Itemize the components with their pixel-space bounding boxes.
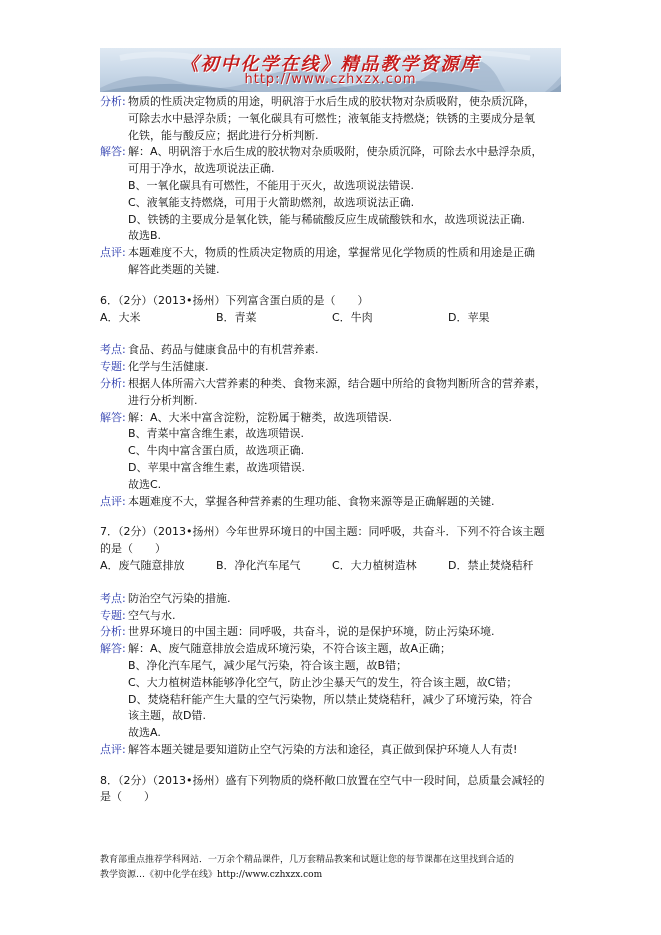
text-line: 化铁，能与酸反应；据此进行分析判断.	[128, 128, 319, 142]
text-line: 可除去水中悬浮杂质；一氧化碳具有可燃性；液氧能支持燃烧；铁锈的主要成分是氧	[128, 111, 535, 125]
q6-comment	[100, 494, 570, 511]
text-line: D、焚烧秸秆能产生大量的空气污染物，所以禁止焚烧秸秆，减少了环境污染，符合	[128, 692, 533, 706]
option-a: A．废气随意排放	[100, 558, 185, 572]
banner-url[interactable]: http://www.czhxzx.com	[244, 72, 417, 87]
text-line: B、一氧化碳具有可燃性，不能用于灭火，故选项说法错误.	[128, 178, 415, 192]
text-line: 该主题，故D错.	[128, 709, 206, 723]
footer-line: 教育部重点推荐学科网站．一万余个精品课件，几万套精品教案和试题让您的每节课都在这里找到合适的	[100, 855, 515, 865]
q7-comment	[100, 742, 570, 759]
text-line: 故选B.	[128, 229, 162, 243]
question-stem: 是（ ）	[100, 790, 155, 804]
point-label: 考点:	[100, 343, 126, 357]
option-a: A．大米	[100, 310, 141, 324]
analysis-label: 分析:	[100, 95, 126, 108]
text-line: 根据人体所需六大营养素的种类、食物来源，结合题中所给的食物判断所含的营养素，	[128, 376, 546, 390]
q7-topic	[100, 608, 570, 625]
text-line: 解：A、大米中富含淀粉，淀粉属于糖类，故选项错误.	[128, 410, 393, 424]
text-line: 食品、药品与健康食品中的有机营养素.	[128, 343, 319, 357]
q8-stem	[100, 773, 570, 807]
page-footer	[100, 853, 570, 883]
text-line: 化学与生活健康.	[128, 360, 209, 374]
point-label: 考点:	[100, 591, 126, 605]
text-line: 故选A.	[128, 726, 161, 740]
question-stem: 7．（2分）（2013•扬州）今年世界环境日的中国主题：同呼吸，共奋斗．下列不符合该主题	[100, 525, 545, 539]
option-c: C．牛肉	[332, 310, 373, 324]
header-banner	[100, 48, 561, 92]
q6-point	[100, 342, 570, 359]
q7-answer	[100, 641, 570, 742]
analysis-label: 分析:	[100, 625, 126, 639]
q6-options	[100, 310, 570, 327]
q5-answer	[100, 144, 570, 245]
q7-stem	[100, 524, 570, 558]
text-line: 世界环境日的中国主题：同呼吸，共奋斗，说的是保护环境，防止污染环境.	[128, 625, 495, 639]
text-line: C、牛肉中富含蛋白质，故选项正确.	[128, 444, 305, 458]
text-line: B、青菜中富含维生素，故选项错误.	[128, 427, 305, 441]
option-d: D．禁止焚烧秸秆	[448, 558, 534, 572]
q7-options	[100, 558, 570, 575]
text-line: 解：A、废气随意排放会造成环境污染，不符合该主题，故A正确；	[128, 642, 452, 656]
text-line: 进行分析判断.	[128, 393, 198, 407]
topic-label: 专题:	[100, 608, 126, 622]
text-line: D、铁锈的主要成分是氧化铁，能与稀硫酸反应生成硫酸铁和水，故选项说法正确.	[128, 212, 525, 226]
analysis-label: 分析:	[100, 376, 126, 390]
q7-point	[100, 591, 570, 608]
q6-analysis	[100, 376, 570, 410]
text-line: C、大力植树造林能够净化空气，防止沙尘暴天气的发生，符合该主题，故C错；	[128, 675, 518, 689]
option-b: B．净化汽车尾气	[216, 558, 301, 572]
text-line: 解答此类题的关键.	[128, 262, 220, 276]
text-line: 故选C.	[128, 477, 162, 491]
q6-answer	[100, 410, 570, 494]
document-body	[100, 94, 570, 806]
text-line: 本题难度不大，掌握各种营养素的生理功能、食物来源等是正确解题的关键.	[128, 494, 495, 508]
text-line: B、净化汽车尾气，减少尾气污染，符合该主题，故B错；	[128, 658, 408, 672]
q5-comment	[100, 245, 570, 279]
text-line: 可用于净水，故选项说法正确.	[128, 162, 275, 176]
option-b: B．青菜	[216, 310, 257, 324]
text-line: 解答本题关键是要知道防止空气污染的方法和途径，真正做到保护环境人人有责!	[128, 742, 518, 756]
q6-topic	[100, 359, 570, 376]
topic-label: 专题:	[100, 360, 126, 374]
text-line: 空气与水.	[128, 608, 176, 622]
option-c: C．大力植树造林	[332, 558, 417, 572]
option-d: D．苹果	[448, 310, 490, 324]
footer-line: 教学资源…《初中化学在线》http://www.czhxzx.com	[100, 870, 323, 880]
banner-title: 《初中化学在线》精品教学资源库	[180, 54, 481, 75]
question-stem: 的是（ ）	[100, 542, 166, 556]
q6-stem	[100, 293, 570, 310]
text-line: 解：A、明矾溶于水后生成的胶状物对杂质吸附，使杂质沉降，可除去水中悬浮杂质，	[128, 145, 543, 159]
text-line: C、液氧能支持燃烧，可用于火箭助燃剂，故选项说法正确.	[128, 195, 415, 209]
question-stem: 6．（2分）（2013•扬州）下列富含蛋白质的是（ ）	[100, 293, 369, 307]
comment-label: 点评:	[100, 494, 126, 508]
q7-analysis	[100, 624, 570, 641]
comment-label: 点评:	[100, 246, 126, 260]
question-stem: 8．（2分）（2013•扬州）盛有下列物质的烧杯敞口放置在空气中一段时间，总质量会减轻的	[100, 773, 545, 787]
text-line: D、苹果中富含维生素，故选项错误.	[128, 460, 305, 474]
text-line: 物质的性质决定物质的用途，明矾溶于水后生成的胶状物对杂质吸附，使杂质沉降，	[128, 95, 535, 108]
text-line: 防治空气污染的措施.	[128, 591, 231, 605]
answer-label: 解答:	[100, 410, 126, 424]
text-line: 本题难度不大，物质的性质决定物质的用途，掌握常见化学物质的性质和用途是正确	[128, 246, 535, 260]
q5-analysis	[100, 94, 570, 144]
answer-label: 解答:	[100, 145, 126, 159]
answer-label: 解答:	[100, 642, 126, 656]
comment-label: 点评:	[100, 742, 126, 756]
